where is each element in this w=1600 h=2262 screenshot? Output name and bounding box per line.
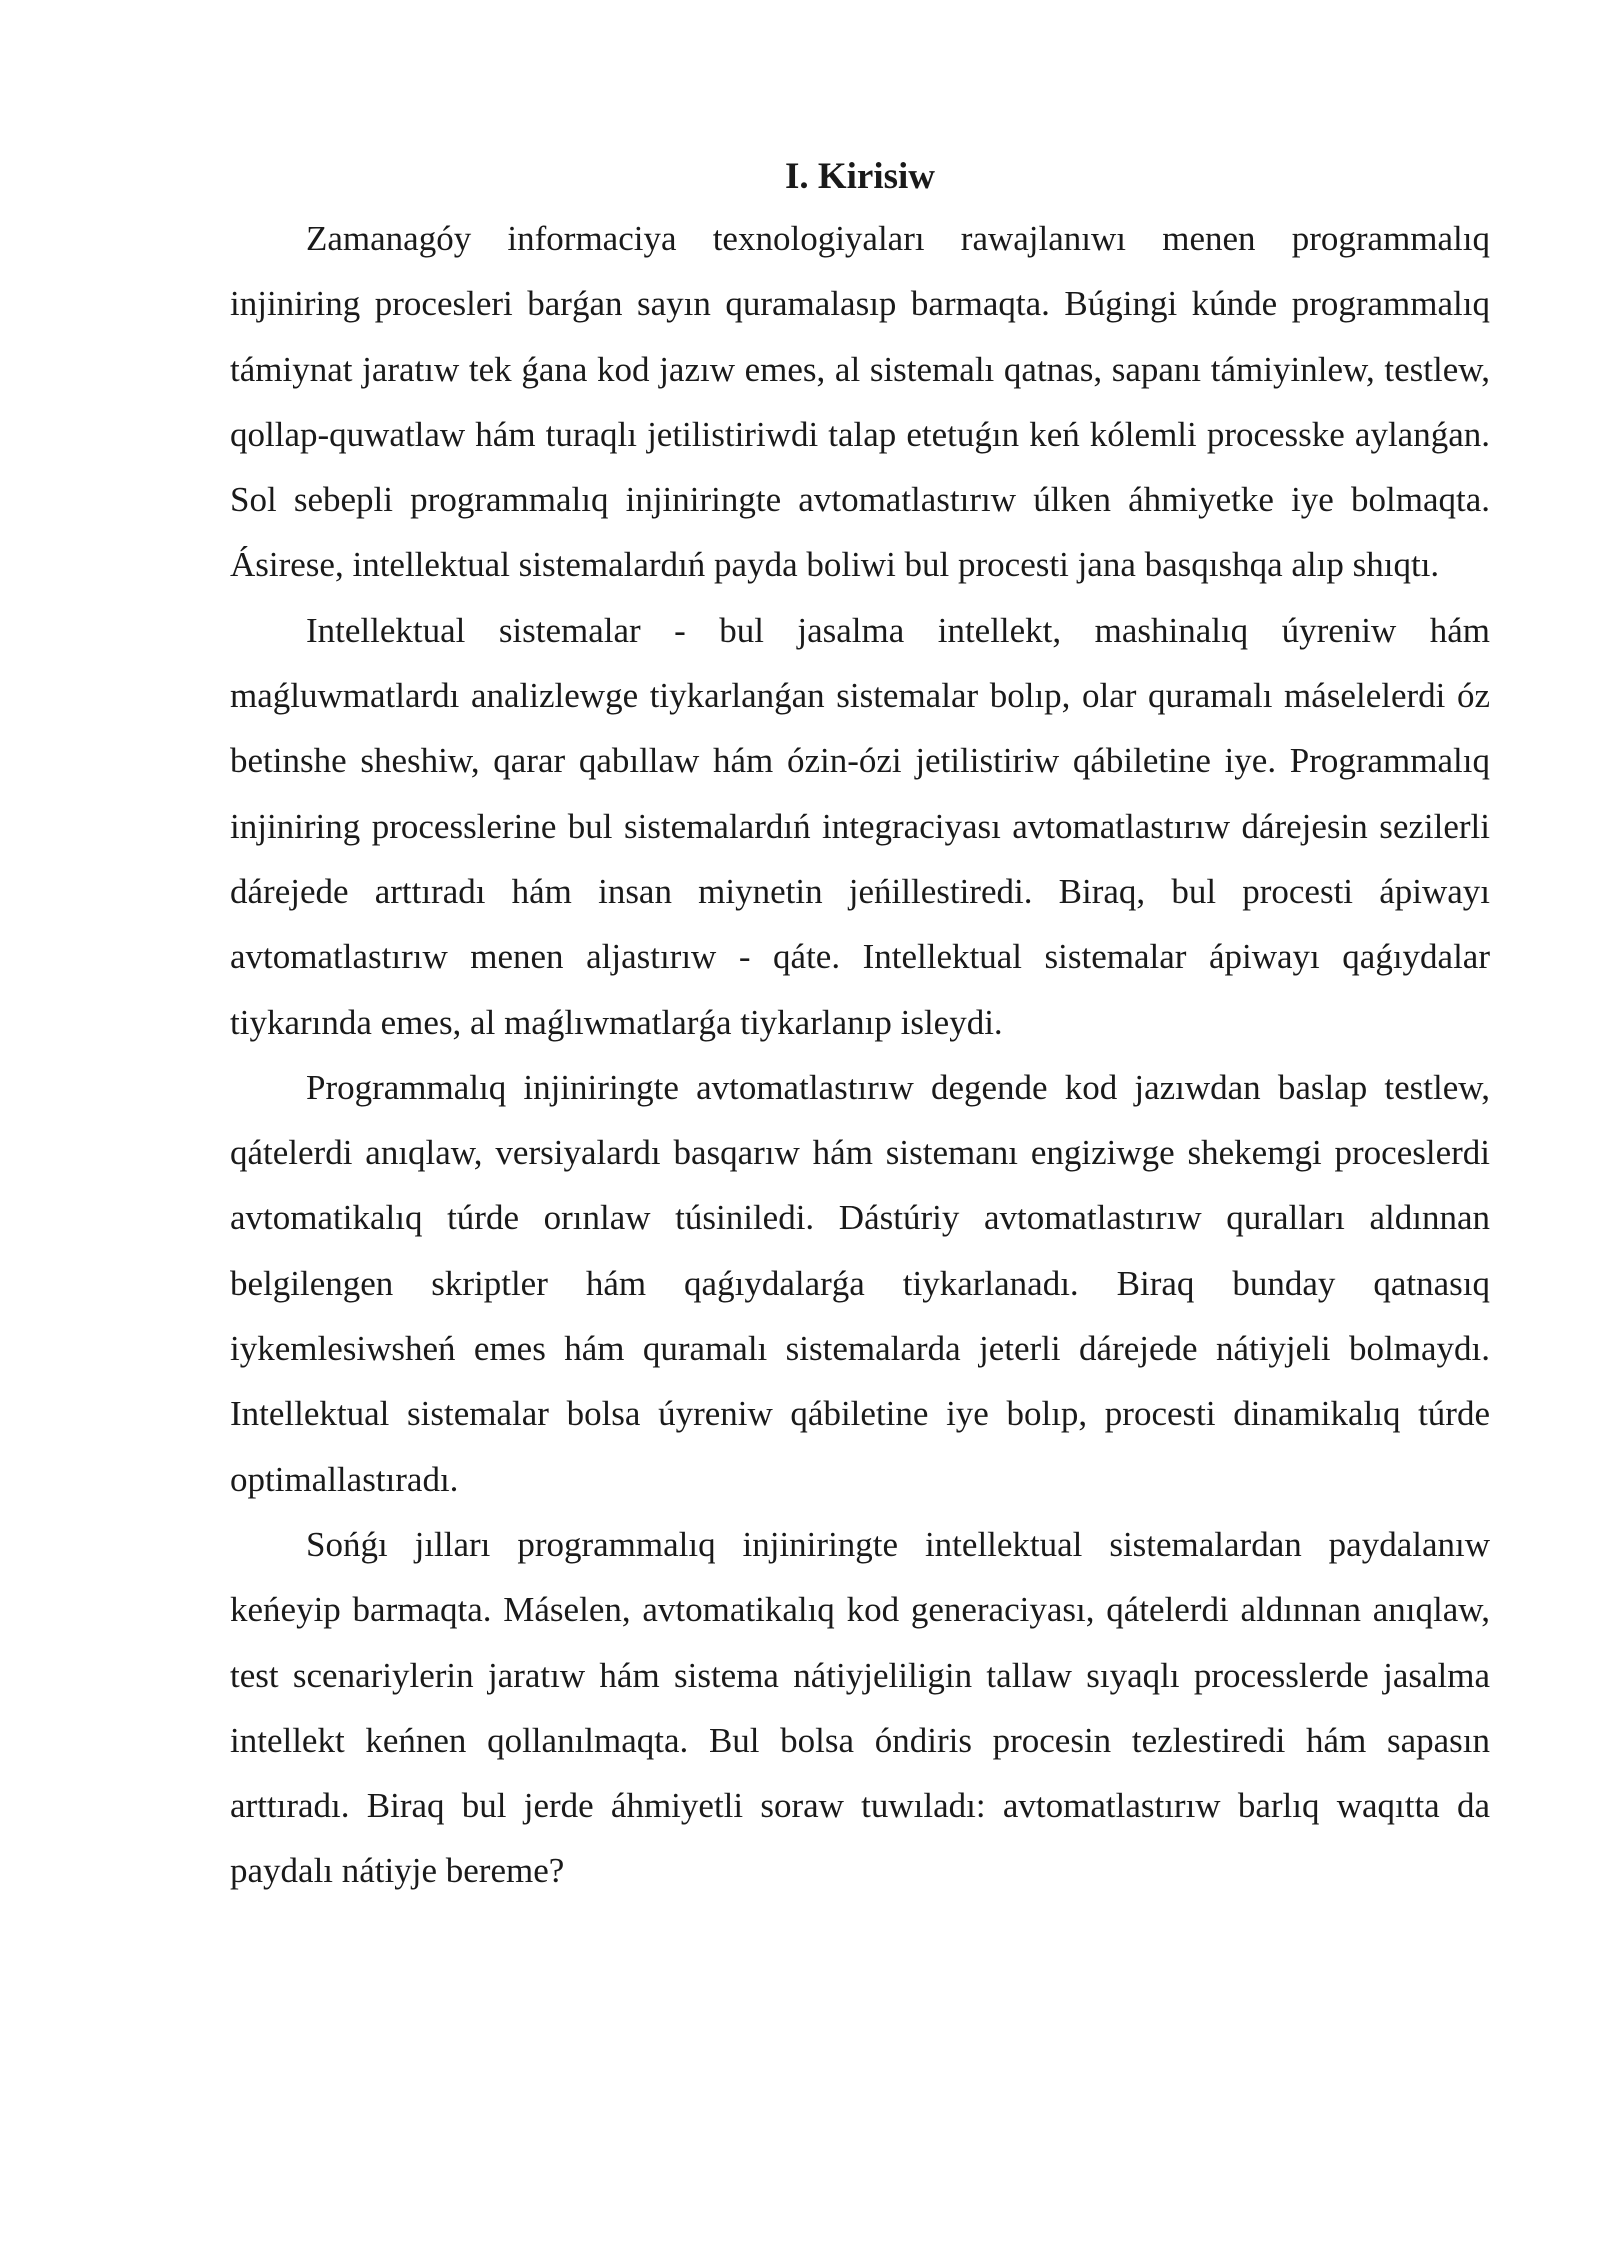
paragraph-4: Sońǵı jılları programmalıq injiniringte intellektual sistemalardan paydalanıw keńeyip barmaqta. Máselen, avtomatikalıq kod generaciyası, qátelerdi aldınnan anıqlaw, test scenariylerin jaratıw hám sistema nátiyjeliligin tallaw sıyaqlı processlerde jasalma intellekt keńnen qollanılmaqta. Bul bolsa óndiris procesin tezlestiredi hám sapasın arttıradı. Biraq bul jerde áhmiyetli soraw tuwıladı: avtomatlastırıw barlıq waqıtta da paydalı nátiyje bereme? [230, 1524, 1490, 1891]
document-page [230, 148, 1490, 1904]
paragraph-1: Zamanagóy informaciya texnologiyaları rawajlanıwı menen programmalıq injiniring procesleri barǵan sayın quramalasıp barmaqta. Búgingi kúnde programmalıq támiynat jaratıw tek ǵana kod jazıw emes, al sistemalı qatnas, sapanı támiyinlew, testlew, qollap-quwatlaw hám turaqlı jetilistiriwdi talap etetuǵın keń kólemli processke aylanǵan. Sol sebepli programmalıq injiniringte avtomatlastırıw úlken áhmiyetke iye bolmaqta. Ásirese, intellektual sistemalardıń payda boliwi bul procesti jana basqıshqa alıp shıqtı. [230, 219, 1490, 585]
section-heading: I. Kirisiw [784, 156, 936, 197]
paragraph-3: Programmalıq injiniringte avtomatlastırıw degende kod jazıwdan baslap testlew, qátelerdi anıqlaw, versiyalardı basqarıw hám sistemanı engiziwge shekemgi proceslerdi avtomatikalıq túrde orınlaw túsiniledi. Dástúriy avtomatlastırıw quralları aldınnan belgilengen skriptler hám qaǵıydalarǵa tiykarlanadı. Biraq bunday qatnasıq iykemlesiwsheń emes hám quramalı sistemalarda jeterli dárejede nátiyjeli bolmaydı. Intellektual sistemalar bolsa úyreniw qábiletine iye bolıp, procesti dinamikalıq túrde optimallastıradı. [230, 1067, 1490, 1499]
paragraph-2: Intellektual sistemalar - bul jasalma intellekt, mashinalıq úyreniw hám maǵluwmatlardı analizlewge tiykarlanǵan sistemalar bolıp, olar quramalı máselelerdi óz betinshe sheshiw, qarar qabıllaw hám ózin-ózi jetilistiriw qábiletine iye. Programmalıq injiniring processlerine bul sistemalardıń integraciyası avtomatlastırıw dárejesin sezilerli dárejede arttıradı hám insan miynetin jeńillestiredi. Biraq, bul procesti ápiwayı avtomatlastırıw menen aljastırıw - qáte. Intellektual sistemalar ápiwayı qaǵıydalar tiykarında emes, al maǵlıwmatlarǵa tiykarlanıp isleydi. [230, 610, 1490, 1042]
